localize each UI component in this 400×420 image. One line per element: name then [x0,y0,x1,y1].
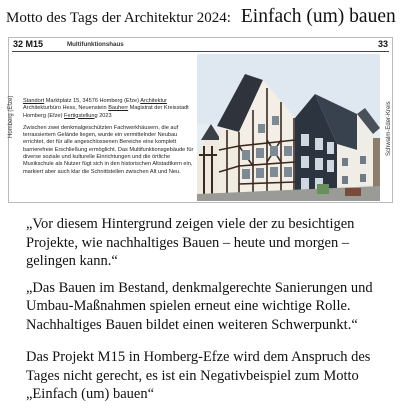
header-rule [12,51,389,52]
bauherr-label: Bauherr [108,105,129,112]
project-info [23,98,199,176]
project-facts [23,98,199,120]
fertigstellung-label: Fertigstellung [64,112,98,119]
page-title [6,6,394,32]
side-label-city: Homberg (Efze) [8,95,14,138]
commentary: Das Projekt M15 in Homberg-Efze wird dem Anspruch des Tages nicht gerecht, es ist ein Negativbeispiel zum Motto „Einfach (um) bauen“ [26,349,371,402]
building-photo [197,54,380,201]
fertigstellung-value: 2023 [97,112,112,119]
project-card [8,37,393,203]
architektur-label: Architektur [140,98,167,104]
project-number: 32 M15 [13,39,44,49]
quote-1: „Vor diesem Hintergrund zeigen viele der zu besichtigen Projekte, wie nachhaltiges Bauen – heute und morgen – gelingen kann.“ [26,216,355,269]
side-label-district: Schwalm-Eder-Kreis [386,101,392,156]
bauherr-value: Magistrat der Kreisstadt Homberg (Efze) [23,105,189,119]
page-number: 33 [377,39,388,49]
standort-label: Standort [23,98,45,104]
title-prefix: Motto des Tags der Architektur 2024: [6,10,231,26]
architektur-value: Architekturbüro Hess, Neuenstein [23,105,109,112]
quote-2: „Das Bauen im Bestand, denkmalgerechte Sanierungen und Umbau-Maßnahmen spielen erneut eine wichtige Rolle. Nachhaltiges Bauen bildet einen weiteren Schwerpunkt.“ [26,279,373,333]
standort-value: Marktplatz 15, 34576 Homberg (Efze) [44,98,141,104]
title-motto: Einfach (um) bauen [240,6,396,27]
quote-section [26,215,396,412]
card-header [9,38,392,51]
project-type: Multifunktionshaus [67,40,124,48]
project-description: Zwischen zwei denkmalgeschützten Fachwerkhäusern, die auf terrassiertem Gelände liegen, wurde ein vermittelnder Neubau errichtet, der für alle angeschlossenen Bereiche eine komplett barrierefreie Erschließung ermöglicht. Das Multifunktionsgebäude für diverse soziale und kulturelle Einrichtungen und die örtliche Musikschule als Nutzer fügt sich in den historischen Altstadtkern ein, markiert aber auch klar die Schnittstellen zwischen Alt und Neu. [23,124,194,175]
building-photo-illustration [197,54,380,201]
